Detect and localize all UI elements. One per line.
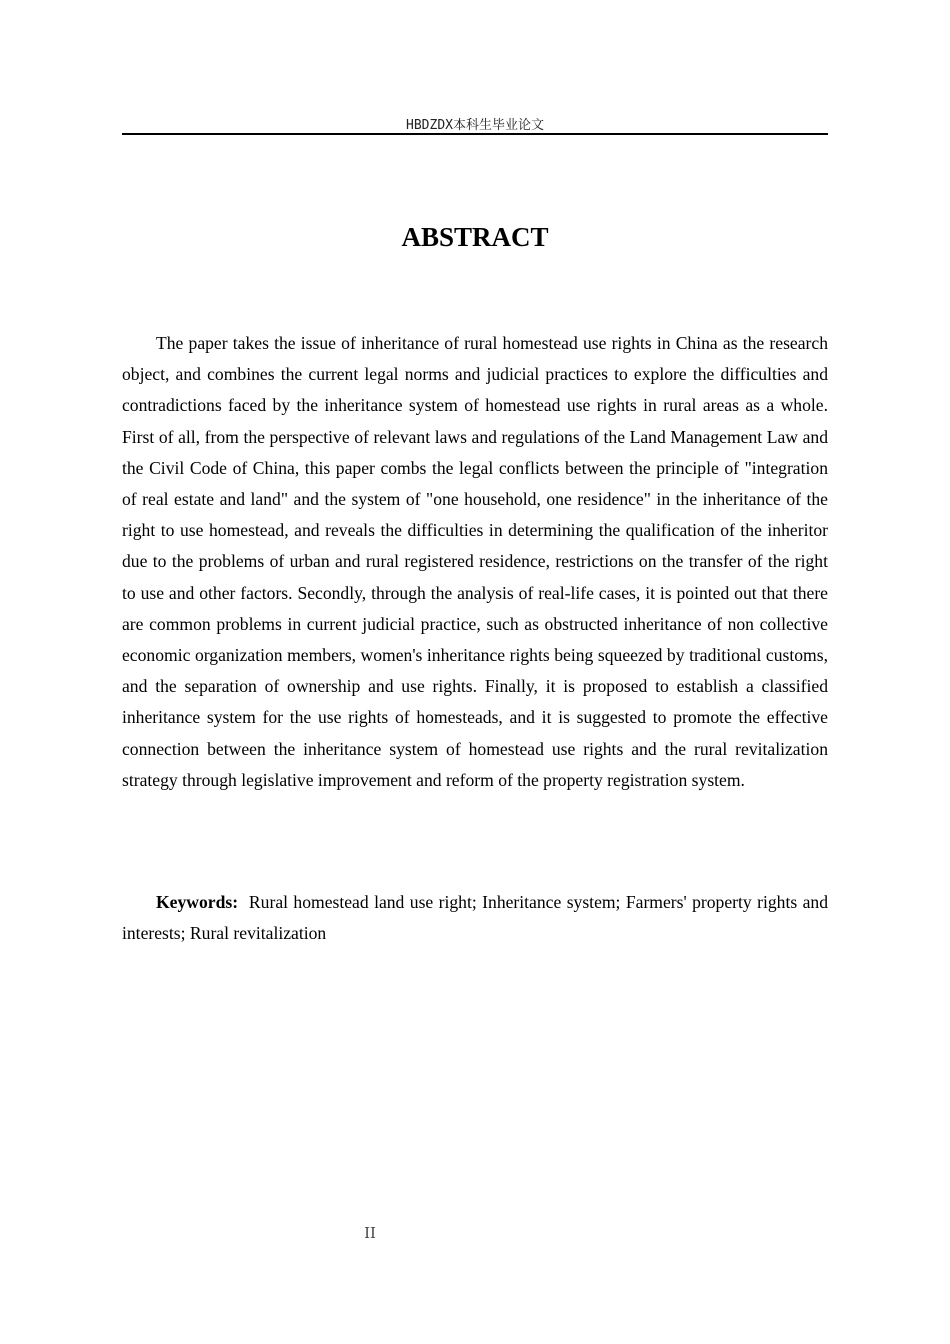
running-header: HBDZDX本科生毕业论文 (406, 118, 544, 133)
page-number: II (364, 1224, 376, 1242)
keywords-paragraph (122, 887, 828, 949)
abstract-body: The paper takes the issue of inheritance of rural homestead use rights in China as the research object, and combines the current legal norms and judicial practices to explore the difficulties and contradictions faced by the inheritance system of homestead use rights in rural areas as a whole. First of all, from the perspective of relevant laws and regulations of the Land Management Law and the Civil Code of China, this paper combs the legal conflicts between the principle of "integration of real estate and land" and the system of "one household, one residence" in the inheritance of the right to use homestead, and reveals the difficulties in determining the qualification of the inheritor due to the problems of urban and rural registered residence, restrictions on the transfer of the right to use and other factors. Secondly, through the analysis of real-life cases, it is pointed out that there are common problems in current judicial practice, such as obstructed inheritance of non collective economic organization members, women's inheritance rights being squeezed by traditional customs, and the separation of ownership and use rights. Finally, it is proposed to establish a classified inheritance system for the use rights of homesteads, and it is suggested to promote the effective connection between the inheritance system of homestead use rights and the rural revitalization strategy through legislative improvement and reform of the property registration system. (122, 333, 828, 790)
keywords-text: Rural homestead land use right; Inheritance system; Farmers' property rights and interests; Rural revitalization (122, 892, 828, 944)
header-rule (122, 133, 828, 135)
keywords-label: Keywords: (156, 892, 239, 912)
abstract-title: ABSTRACT (401, 222, 549, 252)
